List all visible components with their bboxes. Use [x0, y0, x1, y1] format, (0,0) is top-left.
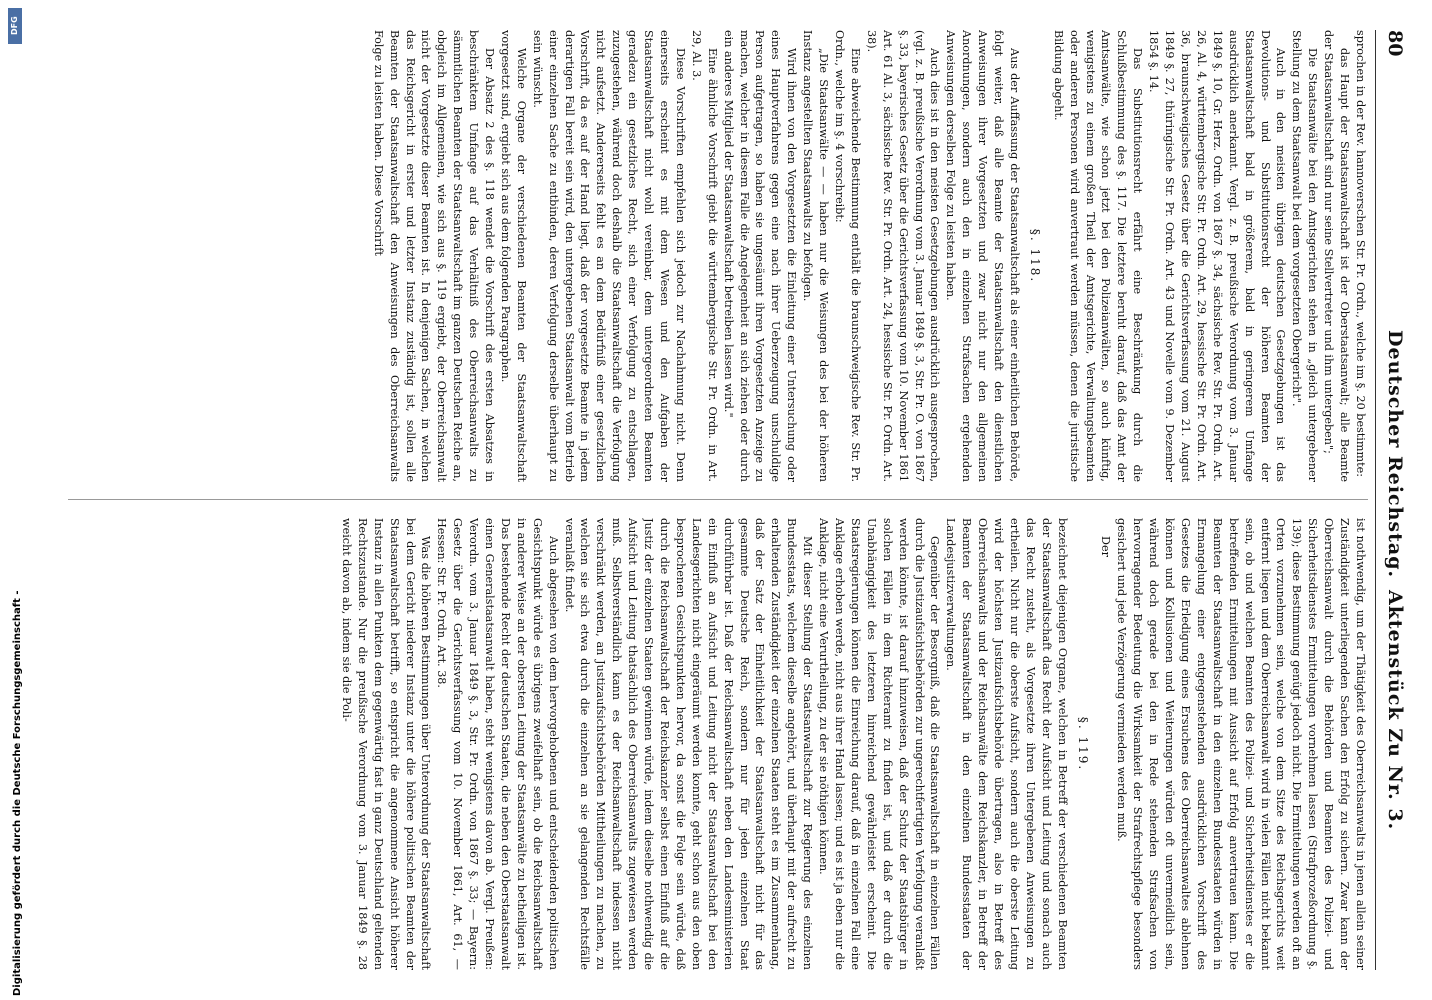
paragraph: Das Substitutionsrecht erfährt eine Beschränkung durch die Schlußbestimmung des §. 117. Die letztere beruht darauf, daß das Amt der Amtsanwälte, wie schon jetzt bei den Polizeianwälten, so auch künftig, wenigstens zu einem großen Theil der Amtsgerichte, Verwaltungsbeamten oder anderen Personen wird anvertraut werden müssen, denen die juristische Bildung abgeht. — [1051, 30, 1145, 482]
paragraph: Auch abgesehen von dem hervorgehobenen und entscheidenden politischen Gesichtspunkt würde es übrigens zweifelhaft sein, ob die Reichsanwaltschaft in anderer Weise an der obersten Leitung der Staatsanwälte zu betheiligen ist. Das bestehende Recht der deutschen Staaten, die neben den Oberstaatsanwalt einen Generalstaatsanwalt haben, steht wenigstens davon ab. Vergl. Preußen: Verordn. vom 3. Januar 1849 §. 3, Str. Pr. Ordn. von 1867 §. 33; — Bayern: Gesetz über die Gerichtsverfassung vom 10. November 1861, Art. 61, — Hessen: Str. Pr. Ordn. Art. 38. — [435, 518, 560, 970]
paragraph: Die Staatsanwälte bei den Amtsgerichten stehen in „gleich untergebener Stellung zu dem Staatsanwalt bei dem vorgesetzten Obergericht". — [1290, 30, 1320, 482]
left-column — [68, 30, 1368, 482]
paragraph: bezeichnet diejenigen Organe, welchen in Betreff der verschiedenen Beamten der Staatsanwaltschaft das Recht der Aufsicht und Leitung und sonach auch das Recht zusteht, als Vorgesetzte ihren Untergebenen Anweisungen zu ertheilen. Nicht nur die oberste Aufsicht, sondern auch die oberste Leitung wird der höchsten Justizaufsichtsbehörde übertragen, also in Betreff des Oberreichsanwalts und der Reichsanwälte dem Reichskanzler, in Betreff der Beamten der Staatsanwaltschaft in den einzelnen Bundesstaaten der Landesjustizverwaltungen. — [944, 518, 1069, 970]
paragraph: sprochen in der Rev. hannoverschen Str. Pr. Ordn., welche im §. 20 bestimmte: — [1354, 30, 1367, 477]
header-rule — [1375, 30, 1376, 970]
running-title-right: Aktenstück Zu Nr. 3. — [1384, 590, 1406, 831]
paragraph: Eine abweichende Bestimmung enthält die braunschweigische Rev. Str. Pr. Ordn., welche im §. 4 vorschreibt: — [833, 30, 862, 482]
section-heading-118: §. 118. — [1027, 228, 1042, 284]
page-header — [1380, 30, 1406, 970]
paragraph: „Die Staatsanwälte — — haben nur die Weisungen des bei der höheren Instanz angestellten Staatsanwalts zu befolgen. — [801, 30, 831, 482]
paragraph: Aus der Auffassung der Staatsanwaltschaft als einer einheitlichen Behörde, folgt weiter, daß alle Beamte der Staatsanwaltschaft den dienstlichen Anweisungen ihrer Vorgesetzten und zwar nicht nur den allgemeinen Anordnungen, sondern auch den in einzelnen Strafsachen ergehenden Anweisungen derselben Folge zu leisten haben. — [944, 30, 1021, 482]
right-column — [68, 518, 1368, 970]
paragraph: Mit dieser Stellung der Staatsanwaltschaft zur Regierung des einzelnen Bundesstaats, welchem dieselbe angehört, und überhaupt mit der aufrecht zu erhaltenden Zuständigkeit der einzelnen Staaten steht es im Zusammenhang, daß der Satz der Einheitlichkeit der Staatsanwaltschaft nicht für das gesammte Deutsche Reich, sondern nur für jeden einzelnen Staat durchführbar ist. Daß der Reichsanwaltschaft neben den Landesministerien ein Einfluß an Aufsicht und Leitung nicht der Staatsanwaltschaft bei den Landesgerichten nicht eingeräumt werden konnte, geht schon aus den oben besprochenen Gesichtspunkten hervor, da sonst die Folge sein würde, daß durch die Reichsanwaltschaft der Reichskanzler selbst einen Einfluß auf die Justiz der einzelnen Staaten gewinnen würde, indem dieselbe nothwendig die Aufsicht und Leitung thatsächlich des Oberreichsanwalts zugewiesen werden muß. Selbstverständlich kann es der Reichsanwaltschaft indessen nicht verschränkt werden, an Justizaufsichtsbehörden Mittheilungen zu machen, zu welchen sie sich etwa durch die einzelnen an sie gelangenden Rechtsfälle veranlaßt findet. — [562, 518, 815, 970]
credit-text: Digitalisierung gefördert durch die Deutsche Forschungsgemeinschaft - — [12, 590, 23, 996]
paragraph: Auch dies ist in den meisten Gesetzgebungen ausdrücklich ausgesprochen, (vgl. z. B. preußische Verordnung vom 3. Januar 1849 §. 3, Str. Pr. O. von 1867 §. 33, bayerisches Gesetz über die Gerichtsverfassung vom 10. November 1861 Art. 61 Al. 3, sächsische Rev. Str. Pr. Ordn. Art. 24, hessische Str. Pr. Ordn. Art. 38). — [864, 30, 942, 482]
paragraph: Gegenüber der Besorgniß, daß die Staatsanwaltschaft in einzelnen Fällen durch die Justizaufsichtsbehörden zur ungerechtfertigten Verfolgung veranlaßt werden könnte, ist darauf hinzuweisen, daß der Schutz der Staatsbürger in solchen Fällen in dem Richteramt zu finden ist, und daß er durch die Unabhängigkeit des letzteren hinreichend gewährleistet erscheint. Die Staatsregierungen können die Einreichung darauf, daß in einzelnen Fall eine Anklage erhoben werde, nicht aus ihrer Hand lassen; und es ist ja eben nur die Anklage, nicht eine Verurtheilung, zu der sie nöthigen können. — [817, 518, 942, 970]
paragraph: Eine ähnliche Vorschrift giebt die württembergische Str. Pr. Ordn. in Art. 29, Al. 3. — [689, 30, 719, 482]
paragraph: ist nothwendig, um der Thätigkeit des Oberreichsanwalts in jenen allein seiner Zuständigkeit unterliegenden Sachen den Erfolg zu sichern. Zwar kann der Oberreichsanwalt durch die Behörden und Beamten des Polizei- und Sicherheitsdienstes Ermittelungen vornehmen lassen (Strafprozeßordnung §. 139); diese Bestimmung genügt jedoch nicht. Die Ermittelungen werden oft an Orten vorzunehmen sein, welche von dem Sitze des Reichsgerichts weit entfernt liegen und dem Oberreichsanwalt wird in vielen Fällen nicht bekannt sein, ob und welchen Beamten des Polizei- und Sicherheitsdienstes er die betreffenden Ermittelungen mit Aussicht auf Erfolg anvertrauen kann. Die Beamten der Staatsanwaltschaft in den einzelnen Bundesstaaten würden in Ermangelung einer entgegenstehenden ausdrücklichen Vorschrift des Gesetzes die Erledigung eines Ersuchens des Oberreichsanwaltes ablehnen können und Kollusionen und Weiterungen würden oft unvermeidlich sein, während doch gerade bei den in Rede stehenden Strafsachen von hervorragender Bedeutung die Wirksamkeit der Strafrechtspflege besonders gesichert und jede Verzögerung vermieden werden muß. — [1115, 518, 1367, 970]
paragraph: Was die höheren Bestimmungen über Unterordnung der Staatsanwaltschaft bei dem Gericht niederer Instanz unter die höhere politischen Beamten der Staatsanwaltschaft betrifft, so entspricht die angenommene Ansicht höherer Instanz in allen Punkten dem gegenwärtig fast in ganz Deutschland geltenden Rechtszustande. Nur die preußische Verordnung vom 3. Januar 1849 §. 28 weicht davon ab, indem sie die Poli- — [339, 518, 433, 970]
dfg-logo: DFG — [8, 8, 22, 44]
paragraph: Diese Vorschriften empfehlen sich jedoch zur Nachahmung nicht. Denn einerseits erscheint es mit dem Wesen und den Aufgaben der Staatsanwaltschaft nicht wohl vereinbar, dem untergeordneten Beamten geradezu ein gesetzliches Recht, sich einer Verfolgung zu entschlagen, zuzugestehen, während doch deshalb die Staatsanwaltschaft die Verfolgung nicht aufsetzt. Andererseits fehlt es an dem Bedürfniß einer gesetzlichen Vorschrift, da es auf der Hand liegt, daß der vorgesetzte Beamte in jedem derartigen Fall bereit sein wird, den untergebenen Staatsanwalt vom Betrieb einer einzelnen Sache zu entbinden, deren Verfolgung derselbe überhaupt zu sein wünscht. — [530, 30, 687, 482]
paragraph: Der Absatz 2 des §. 118 wendet die Vorschrift des ersten Absatzes in beschränktem Umfange auf das Verhältniß des Oberreichsanwalts zu sämmtlichen Beamten der Staatsanwaltschaft im ganzen Deutschen Reiche an, obgleich im Allgemeinen, wie sich aus §. 119 ergiebt, der Oberreichsanwalt nicht der Vorgesetzte dieser Beamten ist. In denjenigen Sachen, in welchen das Reichsgericht in erster und letzter Instanz zuständig ist, sollen alle Beamten der Staatsanwaltschaft den Anweisungen des Oberreichsanwalts Folge zu leisten haben. Diese Vorschrift — [371, 30, 497, 482]
running-title-left: Deutscher Reichstag. — [1384, 330, 1406, 579]
paragraph: Wird ihnen von den Vorgesetzten die Einleitung einer Untersuchung oder eines Hauptverfahrens gegen eine nach ihrer Ueberzeugung unschuldige Person aufgetragen, so haben sie ungesäumt ihren Vorgesetzten Anzeige zu machen, welcher in diesem Falle die Angelegenheit an sich ziehen oder durch ein anderes Mitglied der Staatsanwaltschaft betreiben lassen wird." — [721, 30, 799, 482]
paragraph: Der — [1099, 536, 1113, 557]
paragraph: das Haupt der Staatsanwaltschaft ist der Oberstaatsanwalt; alle Beamte der Staatsanwaltschaft sind nur seine Stellvertreter und ihm untergeben"; — [1322, 30, 1352, 482]
section-heading-119: §. 119. — [1075, 716, 1090, 772]
page-number: 80 — [1384, 30, 1406, 57]
column-divider — [68, 499, 1368, 500]
paragraph: Welche Organe der verschiedenen Beamten der Staatsanwaltschaft vorgesetzt sind, ergiebt sich aus dem folgenden Paragraphen. — [498, 30, 528, 482]
paragraph: Auch in den meisten übrigen deutschen Gesetzgebungen ist das Devolutions- und Substitutionsrecht der höheren Beamten der Staatsanwaltschaft bald in größerem, bald in geringerem Umfange ausdrücklich anerkannt. Vergl. z. B. preußische Verordnung vom 3. Januar 1849 §. 10, Gr. Herz. Ordn. von 1867 §. 34, sächsische Rev. Str. Pr. Ordn. Art. 26, Al. 4, württembergische Str. Pr. Ordn. Art. 29, hessische Str. Pr. Ordn. Art. 36, braunschweigisches Gesetz über die Gerichtsverfassung vom 21. August 1849 §. 27, thüringische Str. Pr. Ordn. Art. 43 und Novelle vom 9. Dezember 1854 §. 14. — [1147, 30, 1288, 482]
